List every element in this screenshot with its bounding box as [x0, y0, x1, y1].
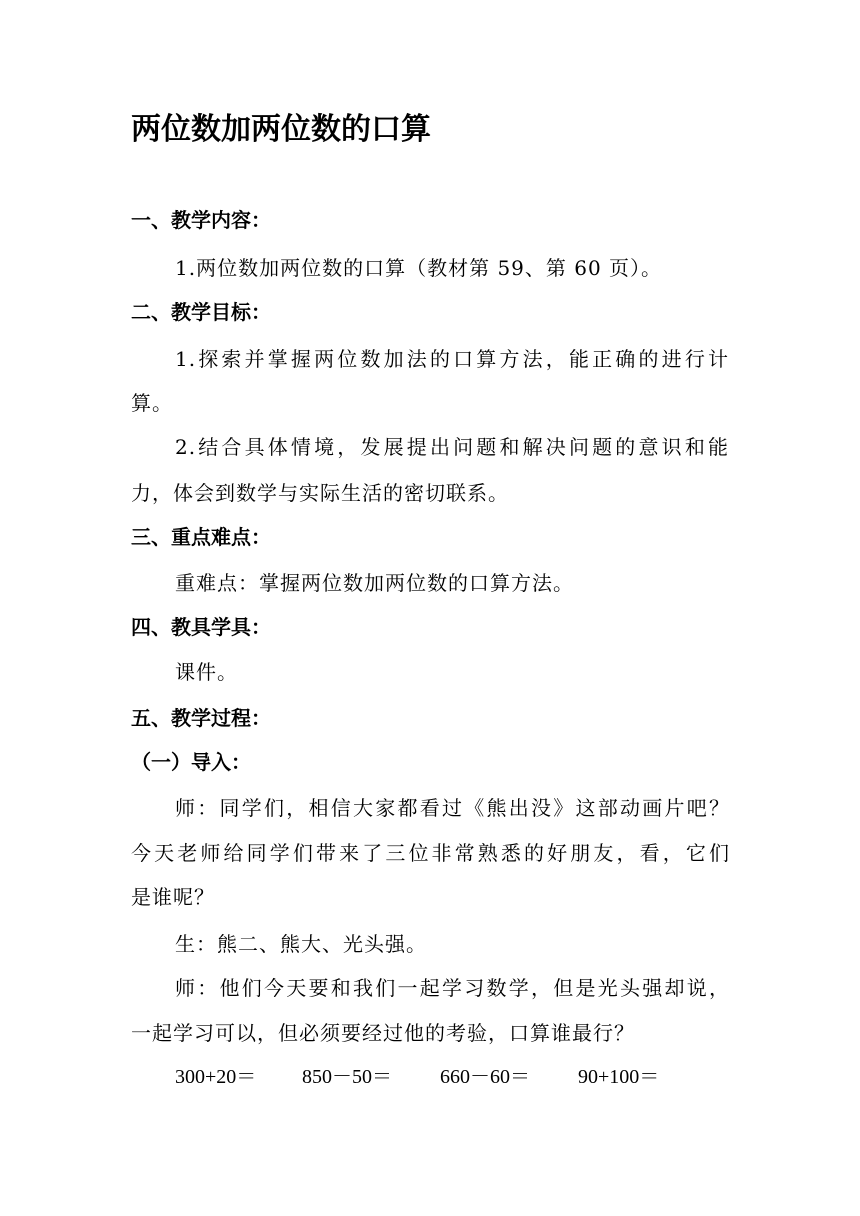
paragraph-line: 一起学习可以，但必须要经过他的考验，口算谁最行？ [131, 1021, 635, 1045]
paragraph-line: 1.两位数加两位数的口算（教材第 59、第 60 页）。 [175, 256, 663, 280]
math-expression: 850－50＝ [302, 1066, 392, 1088]
paragraph-line: 1.探索并掌握两位数加法的口算方法，能正确的进行计 [175, 347, 729, 371]
subheading-introduction: （一）导入： [131, 750, 251, 774]
paragraph-line: 重难点：掌握两位数加两位数的口算方法。 [175, 571, 574, 595]
paragraph-line: 生：熊二、熊大、光头强。 [175, 932, 427, 956]
math-expression: 90+100＝ [578, 1066, 660, 1088]
paragraph-line: 师：他们今天要和我们一起学习数学，但是光头强却说， [175, 976, 729, 1000]
paragraph-line: 2.结合具体情境，发展提出问题和解决问题的意识和能 [175, 435, 729, 459]
paragraph-line: 算。 [131, 391, 173, 415]
heading-teaching-goals: 二、教学目标： [131, 300, 271, 324]
heading-teaching-aids: 四、教具学具： [131, 615, 271, 639]
paragraph-line: 力，体会到数学与实际生活的密切联系。 [131, 481, 509, 505]
document-title: 两位数加两位数的口算 [131, 112, 431, 147]
math-expression: 660－60＝ [440, 1066, 530, 1088]
heading-key-points: 三、重点难点： [131, 525, 271, 549]
heading-teaching-process: 五、教学过程： [131, 706, 271, 730]
paragraph-line: 今天老师给同学们带来了三位非常熟悉的好朋友，看，它们 [131, 841, 729, 865]
paragraph-line: 课件。 [175, 660, 238, 684]
paragraph-line: 是谁呢？ [131, 885, 215, 909]
paragraph-line: 师：同学们，相信大家都看过《熊出没》这部动画片吧？ [175, 796, 729, 820]
heading-teaching-content: 一、教学内容： [131, 208, 271, 232]
math-expression: 300+20＝ [175, 1066, 257, 1088]
